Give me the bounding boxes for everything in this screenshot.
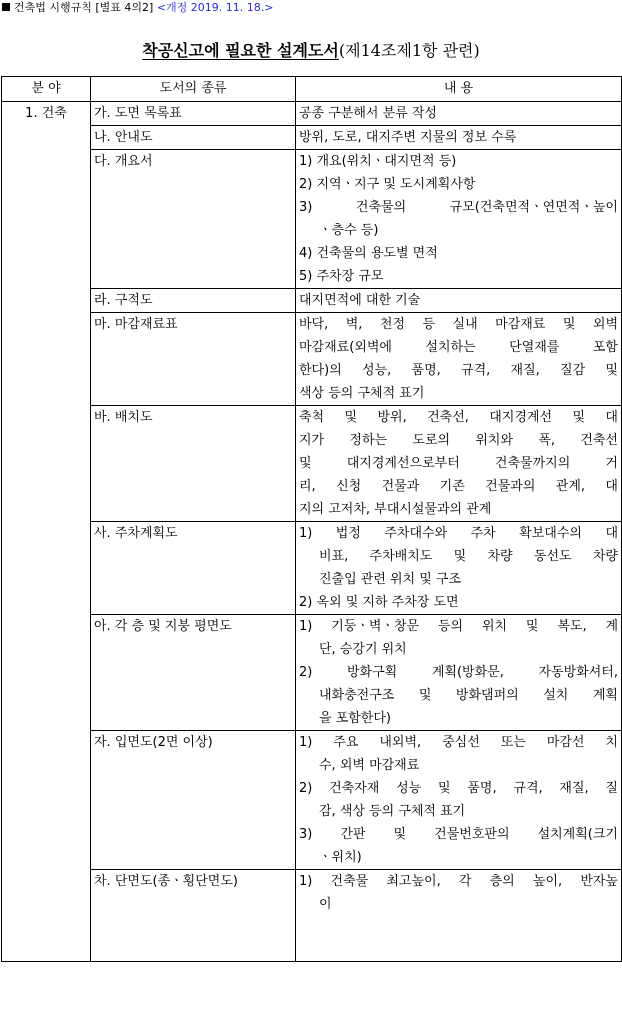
- content-cell: [296, 870, 622, 962]
- table-header-row: [2, 77, 622, 102]
- content-cell: [296, 289, 622, 313]
- document-type-cell: 바. 배치도: [91, 406, 296, 522]
- document-type-cell: 마. 마감재료표: [91, 313, 296, 406]
- content-line: 리, 신청 건물과 기존 건물과의 관계, 대: [299, 479, 618, 494]
- header-field: 분 야: [2, 77, 91, 102]
- field-cell: 1. 건축: [2, 102, 91, 962]
- table-row: [2, 289, 622, 313]
- content-line: 마감재료(외벽에 설치하는 단열재를 포함: [299, 340, 618, 355]
- table-row: [2, 406, 622, 522]
- design-documents-table: [1, 76, 622, 962]
- content-line: 1) 개요(위치ㆍ대지면적 등): [299, 154, 457, 169]
- content-line: 비표, 주차배치도 및 차량 동선도 차량: [319, 549, 618, 564]
- content-line: 1) 법정 주차대수와 주차 확보대수의 대: [299, 526, 618, 541]
- content-line: 축척 및 방위, 건축선, 대지경계선 및 대: [299, 410, 618, 425]
- document-header: [2, 1, 274, 17]
- content-line: 2) 방화구획 계획(방화문, 자동방화셔터,: [299, 665, 618, 680]
- content-line: 진출입 관련 위치 및 구조: [319, 572, 462, 587]
- content-line: 이: [319, 897, 332, 912]
- document-type-cell: 차. 단면도(종ㆍ횡단면도): [91, 870, 296, 962]
- document-type-cell: 아. 각 층 및 지붕 평면도: [91, 615, 296, 731]
- content-line: 감, 색상 등의 구체적 표기: [319, 804, 466, 819]
- table-row: [2, 102, 622, 126]
- content-line: 5) 주차장 규모: [299, 269, 384, 284]
- title-reference: (제14조제1항 관련): [338, 41, 480, 60]
- content-cell: [296, 102, 622, 126]
- content-line: ㆍ층수 등): [319, 223, 379, 238]
- document-type-cell: 다. 개요서: [91, 150, 296, 289]
- content-line: 4) 건축물의 용도별 면적: [299, 246, 438, 261]
- document-type-cell: 자. 입면도(2면 이상): [91, 731, 296, 870]
- content-line: 수, 외벽 마감재료: [319, 758, 420, 773]
- header-document-type: 도서의 종류: [91, 77, 296, 102]
- table-row: [2, 126, 622, 150]
- table-row: [2, 870, 622, 962]
- table-row: [2, 522, 622, 615]
- content-line: 지의 고저차, 부대시설물과의 관계: [299, 502, 492, 517]
- content-cell: [296, 615, 622, 731]
- content-line: 1) 건축물 최고높이, 각 층의 높이, 반자높: [299, 874, 618, 889]
- table-row: [2, 615, 622, 731]
- square-bullet-icon: [2, 3, 10, 11]
- content-line: 을 포함한다): [319, 711, 391, 726]
- document-type-cell: 사. 주차계획도: [91, 522, 296, 615]
- table-row: [2, 150, 622, 289]
- content-line: 1) 기둥ㆍ벽ㆍ창문 등의 위치 및 복도, 계: [299, 619, 618, 634]
- document-type-cell: 가. 도면 목록표: [91, 102, 296, 126]
- law-reference: 건축법 시행규칙 [별표 4의2]: [14, 1, 154, 14]
- content-line: 한다)의 성능, 품명, 규격, 재질, 질감 및: [299, 363, 618, 378]
- content-line: 색상 등의 구체적 표기: [299, 386, 425, 401]
- content-line: 지가 정하는 도로의 위치와 폭, 건축선: [299, 433, 618, 448]
- content-line: 및 대지경계선으로부터 건축물까지의 거: [299, 456, 618, 471]
- content-line: 3) 간판 및 건물번호판의 설치계획(크기: [299, 827, 618, 842]
- content-line: 1) 주요 내외벽, 중심선 또는 마감선 치: [299, 735, 618, 750]
- content-line: 공종 구분해서 분류 작성: [299, 106, 437, 121]
- document-type-cell: 라. 구적도: [91, 289, 296, 313]
- content-line: 방위, 도로, 대지주변 지물의 정보 수록: [299, 130, 517, 145]
- content-line: 2) 옥외 및 지하 주차장 도면: [299, 595, 459, 610]
- content-line: 2) 지역ㆍ지구 및 도시계획사항: [299, 177, 476, 192]
- amendment-date: <개정 2019. 11. 18.>: [156, 1, 274, 14]
- content-line: 대지면적에 대한 기술: [299, 293, 421, 308]
- header-content: 내 용: [296, 77, 622, 102]
- title-main: 착공신고에 필요한 설계도서: [142, 41, 339, 60]
- content-cell: [296, 126, 622, 150]
- content-line: 단, 승강기 위치: [319, 642, 407, 657]
- content-cell: [296, 150, 622, 289]
- page-title: [0, 40, 622, 62]
- table-row: [2, 731, 622, 870]
- content-cell: [296, 313, 622, 406]
- content-line: 바닥, 벽, 천정 등 실내 마감재료 및 외벽: [299, 317, 618, 332]
- content-line: ㆍ위치): [319, 850, 362, 865]
- content-line: 내화충전구조 및 방화댐퍼의 설치 계획: [319, 688, 618, 703]
- document-type-cell: 나. 안내도: [91, 126, 296, 150]
- content-cell: [296, 731, 622, 870]
- content-line: 2) 건축자재 성능 및 품명, 규격, 재질, 질: [299, 781, 618, 796]
- content-cell: [296, 406, 622, 522]
- table-row: [2, 313, 622, 406]
- content-line: 3) 건축물의 규모(건축면적ㆍ연면적ㆍ높이: [299, 200, 618, 215]
- content-cell: [296, 522, 622, 615]
